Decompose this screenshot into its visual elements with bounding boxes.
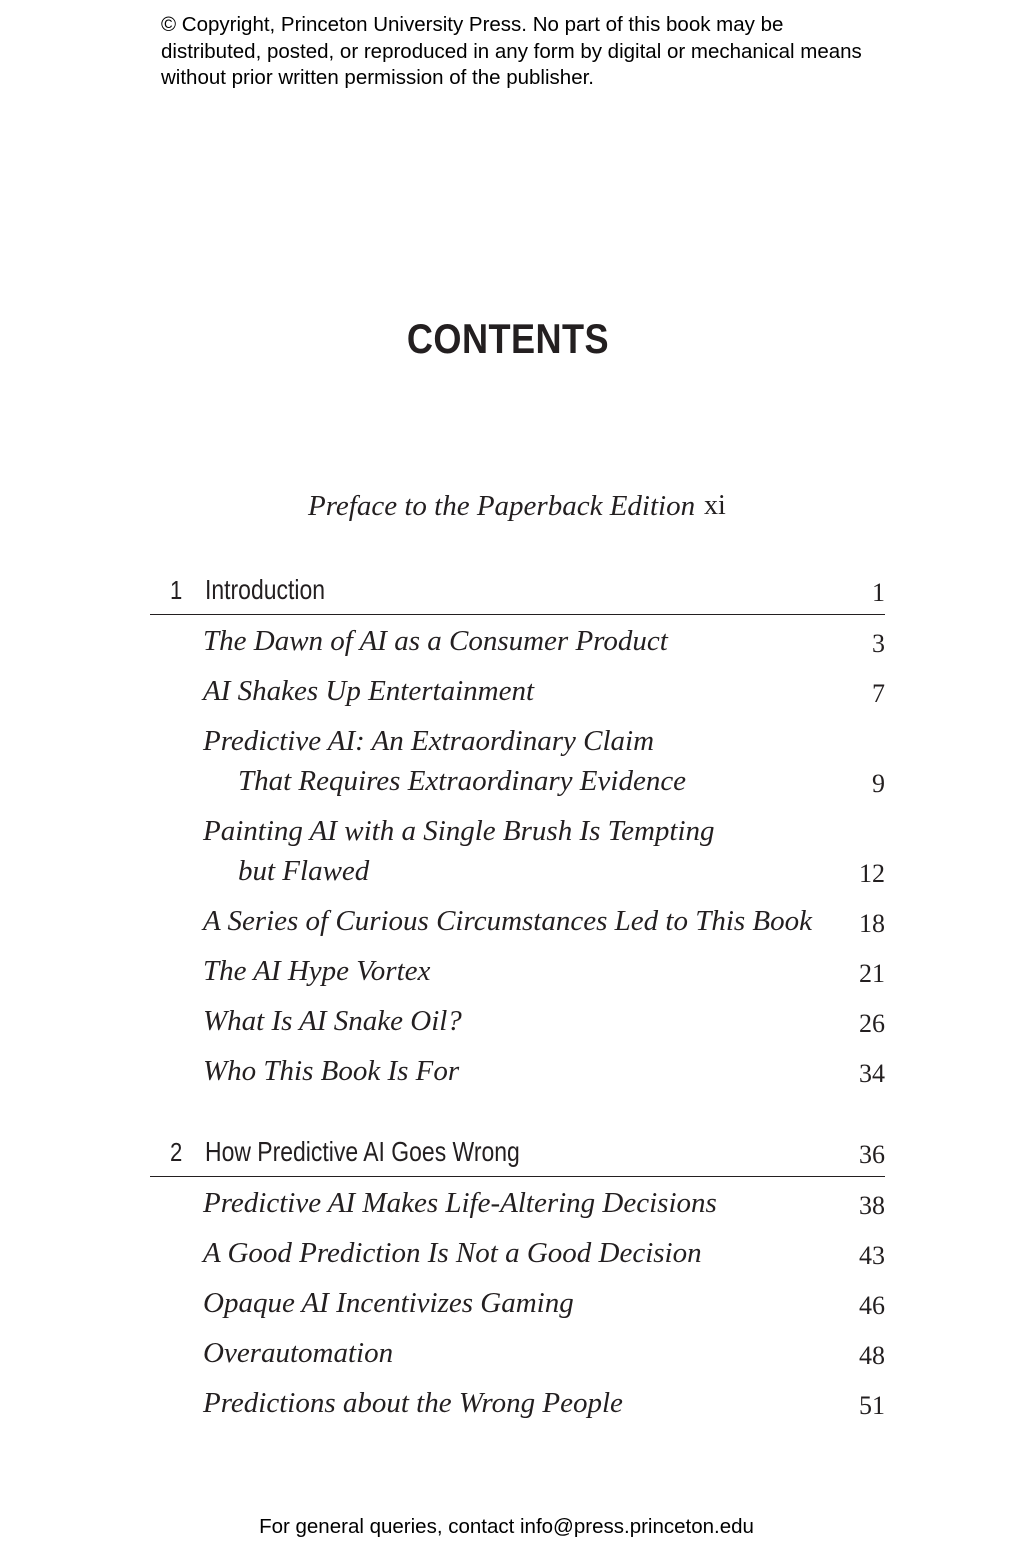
section-title: Who This Book Is For (203, 1055, 460, 1087)
toc-section[interactable] (203, 1283, 885, 1323)
toc-section[interactable] (203, 621, 885, 661)
footer-contact: For general queries, contact info@press.princeton.edu (259, 1515, 754, 1538)
section-page: 21 (859, 959, 885, 988)
section-page: 26 (859, 1009, 885, 1038)
toc-chapter-2[interactable] (150, 1136, 885, 1177)
section-title: What Is AI Snake Oil? (203, 1005, 462, 1037)
section-page: 18 (859, 909, 885, 938)
section-page: 34 (859, 1059, 885, 1088)
toc-section[interactable] (203, 1233, 885, 1273)
section-title-continued: That Requires Extraordinary Evidence (238, 765, 687, 797)
section-title: AI Shakes Up Entertainment (203, 675, 535, 707)
section-page: 7 (872, 679, 885, 708)
chapter-title: Introduction (205, 574, 325, 605)
section-page: 9 (872, 769, 885, 798)
section-title: A Series of Curious Circumstances Led to This Book (203, 905, 812, 937)
section-title: A Good Prediction Is Not a Good Decision (203, 1237, 702, 1269)
section-title-continued: but Flawed (238, 855, 370, 887)
toc-section[interactable] (203, 901, 885, 941)
section-title: The AI Hype Vortex (203, 955, 431, 987)
chapter-number: 1 (170, 575, 183, 605)
section-title: Predictive AI Makes Life-Altering Decisions (203, 1187, 717, 1219)
chapter-title: How Predictive AI Goes Wrong (205, 1136, 520, 1167)
toc-section[interactable] (203, 1183, 885, 1223)
toc-section[interactable] (203, 1001, 885, 1041)
toc-chapter-1[interactable] (150, 574, 885, 615)
section-title: Overautomation (203, 1337, 394, 1369)
section-page: 51 (859, 1391, 885, 1420)
section-page: 43 (859, 1241, 885, 1270)
section-page: 3 (872, 629, 885, 658)
section-title: Predictions about the Wrong People (203, 1387, 623, 1419)
toc-section[interactable] (203, 951, 885, 991)
toc-section[interactable] (203, 721, 885, 801)
section-page: 12 (859, 859, 885, 888)
preface-page: xi (704, 490, 726, 521)
page-title: CONTENTS (406, 315, 610, 362)
chapter-number: 2 (170, 1137, 183, 1167)
chapter-page: 1 (872, 578, 885, 607)
toc-section[interactable] (203, 811, 885, 891)
toc-section[interactable] (203, 1051, 885, 1091)
section-title: Predictive AI: An Extraordinary Claim (203, 725, 655, 757)
section-title: The Dawn of AI as a Consumer Product (203, 625, 668, 657)
toc-section[interactable] (203, 671, 885, 711)
copyright-notice: © Copyright, Princeton University Press. No part of this book may be distributed, posted, or reproduced in any form by digital or mechanical means without prior written permission of the publisher. (161, 13, 862, 89)
section-title: Opaque AI Incentivizes Gaming (203, 1287, 574, 1319)
section-page: 48 (859, 1341, 885, 1370)
section-title: Painting AI with a Single Brush Is Tempting (203, 815, 715, 847)
section-page: 38 (859, 1191, 885, 1220)
section-page: 46 (859, 1291, 885, 1320)
preface-title: Preface to the Paperback Edition (308, 490, 696, 522)
toc-section[interactable] (203, 1383, 885, 1423)
toc-section[interactable] (203, 1333, 885, 1373)
chapter-page: 36 (859, 1140, 885, 1169)
